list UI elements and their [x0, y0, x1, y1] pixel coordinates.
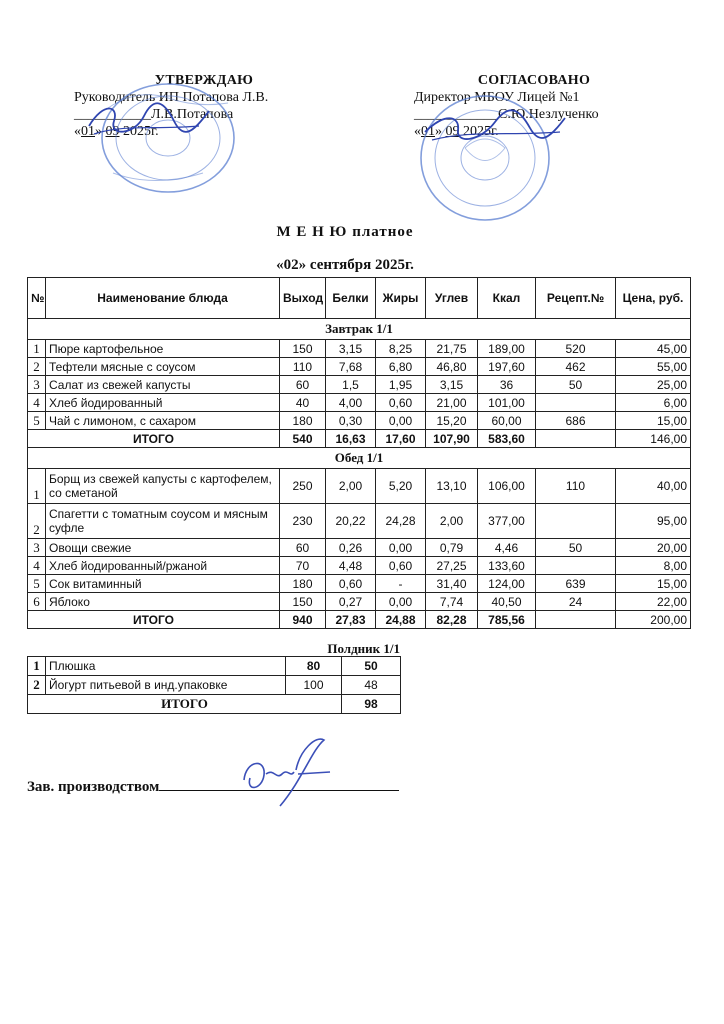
row-number: 2	[28, 358, 46, 376]
row-kcal: 4,46	[478, 539, 536, 557]
row-protein: 2,00	[326, 469, 376, 504]
date-month: 09	[105, 124, 120, 139]
table-row	[28, 469, 691, 504]
row-dish-name: Хлеб йодированный/ржаной	[46, 557, 280, 575]
row-dish-name: Борщ из свежей капусты с картофелем, со сметаной	[46, 469, 280, 504]
date-day: 01	[421, 124, 435, 139]
row-recipe: 520	[536, 340, 616, 358]
row-recipe: 50	[536, 376, 616, 394]
row-output: 180	[280, 575, 326, 593]
row-output: 180	[280, 412, 326, 430]
total-kcal: 583,60	[478, 430, 536, 448]
row-number: 4	[28, 557, 46, 575]
row-price: 55,00	[616, 358, 691, 376]
header-protein: Белки	[326, 278, 376, 319]
row-protein: 0,30	[326, 412, 376, 430]
row-dish-name: Салат из свежей капусты	[46, 376, 280, 394]
row-fat: 0,00	[376, 539, 426, 557]
header-fat: Жиры	[376, 278, 426, 319]
row-carbs: 46,80	[426, 358, 478, 376]
row-price: 8,00	[616, 557, 691, 575]
snack-total-row	[28, 695, 401, 714]
date-open: «	[74, 124, 81, 139]
table-row	[28, 657, 401, 676]
total-label: ИТОГО	[28, 611, 280, 629]
total-fat: 17,60	[376, 430, 426, 448]
row-protein: 4,00	[326, 394, 376, 412]
row-fat: 5,20	[376, 469, 426, 504]
row-recipe	[536, 557, 616, 575]
row-fat: 6,80	[376, 358, 426, 376]
table-row	[28, 376, 691, 394]
table-row	[28, 358, 691, 376]
row-protein: 1,5	[326, 376, 376, 394]
row-number: 3	[28, 376, 46, 394]
row-dish-name: Тефтели мясные с соусом	[46, 358, 280, 376]
row-number: 2	[28, 676, 46, 695]
row-number: 4	[28, 394, 46, 412]
table-row	[28, 676, 401, 695]
row-carbs: 3,15	[426, 376, 478, 394]
row-kcal: 40,50	[478, 593, 536, 611]
row-output: 40	[280, 394, 326, 412]
signature-right	[420, 104, 570, 148]
total-output: 540	[280, 430, 326, 448]
section-title: Обед 1/1	[28, 448, 691, 469]
total-recipe-empty	[536, 611, 616, 629]
row-protein: 3,15	[326, 340, 376, 358]
date-open: «	[414, 124, 421, 139]
approval-left-sign-line: ___________Л.В.Потапова	[74, 107, 234, 122]
row-output: 230	[280, 504, 326, 539]
row-protein: 20,22	[326, 504, 376, 539]
row-output: 150	[280, 340, 326, 358]
menu-table	[27, 277, 691, 629]
signature-left	[84, 96, 214, 146]
row-output: 60	[280, 539, 326, 557]
row-kcal: 101,00	[478, 394, 536, 412]
total-protein: 16,63	[326, 430, 376, 448]
row-output: 100	[286, 676, 342, 695]
date-mid: »	[95, 124, 102, 139]
table-row	[28, 557, 691, 575]
header-price: Цена, руб.	[616, 278, 691, 319]
row-number: 5	[28, 575, 46, 593]
snack-table	[27, 656, 401, 714]
row-number: 2	[28, 504, 46, 539]
row-kcal: 133,60	[478, 557, 536, 575]
header-output: Выход	[280, 278, 326, 319]
table-row	[28, 593, 691, 611]
total-carbs: 107,90	[426, 430, 478, 448]
row-number: 1	[28, 469, 46, 504]
row-protein: 0,27	[326, 593, 376, 611]
approval-right-position: Директор МБОУ Лицей №1	[414, 90, 580, 105]
row-fat: -	[376, 575, 426, 593]
row-fat: 0,60	[376, 394, 426, 412]
row-output: 150	[280, 593, 326, 611]
row-kcal: 60,00	[478, 412, 536, 430]
row-carbs: 7,74	[426, 593, 478, 611]
row-output: 250	[280, 469, 326, 504]
row-dish-name: Хлеб йодированный	[46, 394, 280, 412]
row-price: 40,00	[616, 469, 691, 504]
row-dish-name: Яблоко	[46, 593, 280, 611]
row-carbs: 15,20	[426, 412, 478, 430]
row-price: 22,00	[616, 593, 691, 611]
total-label: ИТОГО	[28, 695, 342, 714]
row-protein: 0,60	[326, 575, 376, 593]
row-fat: 0,60	[376, 557, 426, 575]
total-output: 940	[280, 611, 326, 629]
table-row	[28, 539, 691, 557]
row-price: 95,00	[616, 504, 691, 539]
row-kcal: 377,00	[478, 504, 536, 539]
row-number: 5	[28, 412, 46, 430]
row-price: 20,00	[616, 539, 691, 557]
row-carbs: 27,25	[426, 557, 478, 575]
row-price: 6,00	[616, 394, 691, 412]
row-output: 110	[280, 358, 326, 376]
row-recipe: 686	[536, 412, 616, 430]
total-recipe-empty	[536, 430, 616, 448]
header-kcal: Ккал	[478, 278, 536, 319]
row-number: 1	[28, 340, 46, 358]
row-recipe: 110	[536, 469, 616, 504]
row-price: 15,00	[616, 575, 691, 593]
total-protein: 27,83	[326, 611, 376, 629]
row-carbs: 2,00	[426, 504, 478, 539]
date-day: 01	[81, 124, 95, 139]
row-price: 50	[342, 657, 401, 676]
table-row	[28, 340, 691, 358]
total-carbs: 82,28	[426, 611, 478, 629]
row-price: 45,00	[616, 340, 691, 358]
row-protein: 7,68	[326, 358, 376, 376]
row-dish-name: Чай с лимоном, с сахаром	[46, 412, 280, 430]
row-recipe	[536, 394, 616, 412]
row-kcal: 124,00	[478, 575, 536, 593]
menu-date: «02» сентября 2025г.	[276, 257, 414, 273]
row-dish-name: Йогурт питьевой в инд.упаковке	[46, 676, 286, 695]
row-kcal: 197,60	[478, 358, 536, 376]
date-year: 2025г.	[123, 124, 159, 139]
row-recipe: 50	[536, 539, 616, 557]
header-dish-name: Наименование блюда	[46, 278, 280, 319]
header-number: №	[28, 278, 46, 319]
date-month: 09	[445, 124, 460, 139]
row-output: 70	[280, 557, 326, 575]
row-dish-name: Овощи свежие	[46, 539, 280, 557]
row-dish-name: Плюшка	[46, 657, 286, 676]
row-recipe	[536, 504, 616, 539]
row-carbs: 0,79	[426, 539, 478, 557]
row-fat: 1,95	[376, 376, 426, 394]
row-price: 15,00	[616, 412, 691, 430]
header-carbs: Углев	[426, 278, 478, 319]
total-kcal: 785,56	[478, 611, 536, 629]
table-row	[28, 575, 691, 593]
total-fat: 24,88	[376, 611, 426, 629]
row-recipe: 24	[536, 593, 616, 611]
header-recipe: Рецепт.№	[536, 278, 616, 319]
row-dish-name: Спагетти с томатным соусом и мясным суфле	[46, 504, 280, 539]
row-dish-name: Пюре картофельное	[46, 340, 280, 358]
row-kcal: 106,00	[478, 469, 536, 504]
section-breakfast	[28, 319, 691, 340]
row-fat: 8,25	[376, 340, 426, 358]
section-lunch	[28, 448, 691, 469]
row-carbs: 21,75	[426, 340, 478, 358]
signature-production-head	[236, 730, 336, 810]
approval-right-title: СОГЛАСОВАНО	[477, 73, 591, 88]
footer-label: Зав. производством	[27, 779, 160, 795]
approval-left-title: УТВЕРЖДАЮ	[154, 73, 254, 88]
menu-title: М Е Н Ю платное	[276, 224, 414, 240]
row-number: 6	[28, 593, 46, 611]
total-label: ИТОГО	[28, 430, 280, 448]
date-year: 2025г.	[463, 124, 499, 139]
row-output: 60	[280, 376, 326, 394]
row-dish-name: Сок витаминный	[46, 575, 280, 593]
row-recipe: 462	[536, 358, 616, 376]
row-kcal: 189,00	[478, 340, 536, 358]
section-title: Завтрак 1/1	[28, 319, 691, 340]
row-kcal: 36	[478, 376, 536, 394]
table-row	[28, 394, 691, 412]
row-output: 80	[286, 657, 342, 676]
breakfast-total-row	[28, 430, 691, 448]
total-price: 98	[342, 695, 401, 714]
approval-right-sign-line: ____________С.Ю.Незлученко	[414, 107, 599, 122]
approval-left-position: Руководитель ИП Потапова Л.В.	[74, 90, 269, 105]
row-carbs: 31,40	[426, 575, 478, 593]
row-recipe: 639	[536, 575, 616, 593]
snack-title: Полдник 1/1	[327, 641, 400, 656]
row-protein: 0,26	[326, 539, 376, 557]
table-header-row	[28, 278, 691, 319]
row-carbs: 13,10	[426, 469, 478, 504]
date-mid: »	[435, 124, 442, 139]
row-fat: 24,28	[376, 504, 426, 539]
row-number: 1	[28, 657, 46, 676]
row-carbs: 21,00	[426, 394, 478, 412]
row-number: 3	[28, 539, 46, 557]
total-price: 146,00	[616, 430, 691, 448]
row-price: 48	[342, 676, 401, 695]
row-fat: 0,00	[376, 412, 426, 430]
table-row	[28, 412, 691, 430]
row-price: 25,00	[616, 376, 691, 394]
row-fat: 0,00	[376, 593, 426, 611]
table-row	[28, 504, 691, 539]
lunch-total-row	[28, 611, 691, 629]
total-price: 200,00	[616, 611, 691, 629]
row-protein: 4,48	[326, 557, 376, 575]
footer	[27, 776, 399, 796]
